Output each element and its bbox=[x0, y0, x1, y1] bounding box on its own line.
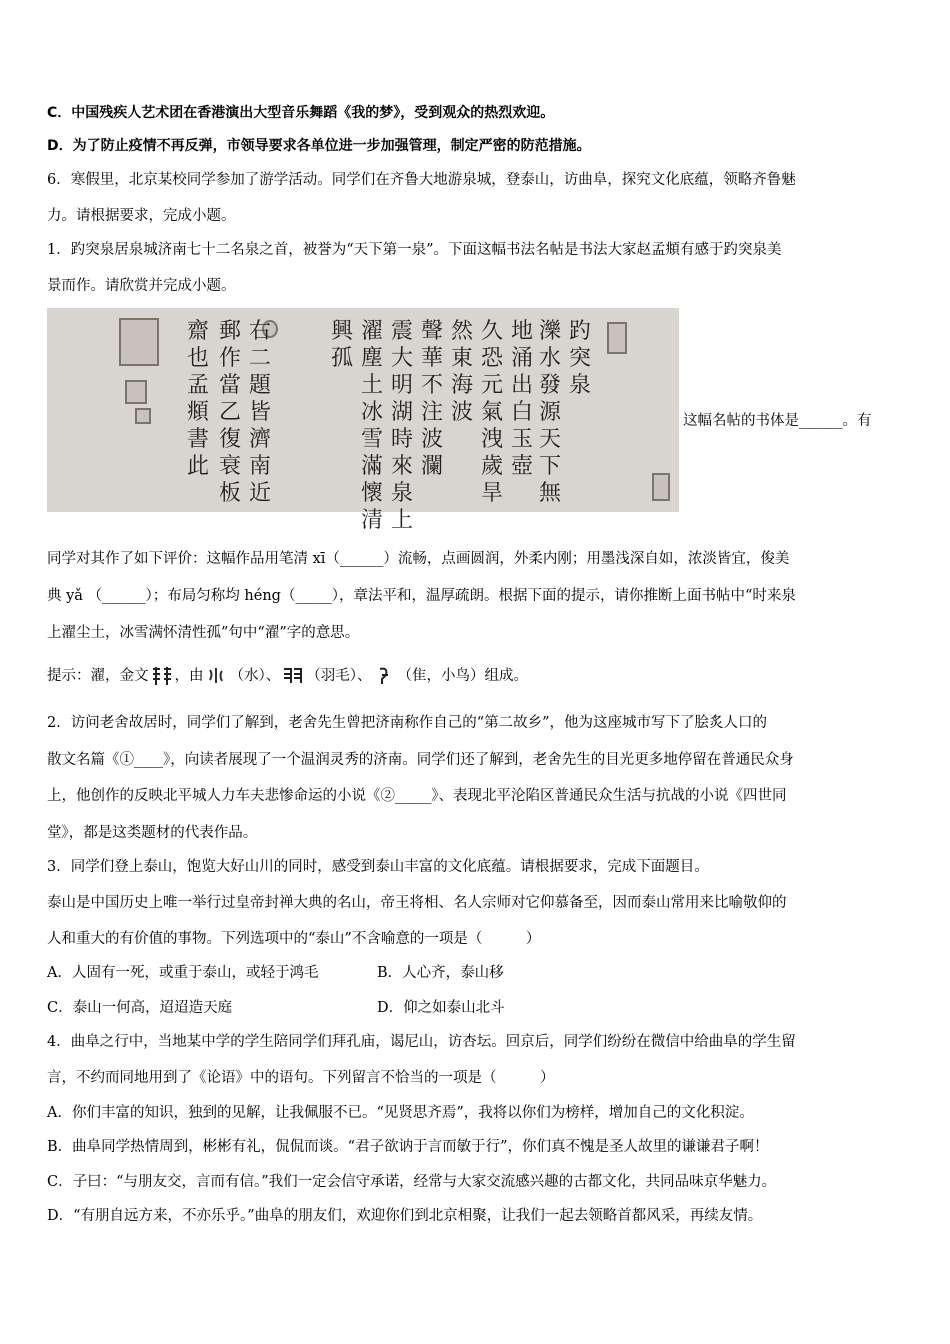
callig-column: 右二題皆濟南近 bbox=[248, 319, 271, 506]
hint-text: （隹，小鸟）组成。 bbox=[397, 668, 528, 684]
callig-column: 齋也孟頫書此 bbox=[186, 319, 209, 479]
sub3-option-b: B．人心齐，泰山移 bbox=[377, 965, 504, 981]
callig-column: 郵作當乙復衰板 bbox=[218, 319, 241, 506]
calligraphy-image bbox=[47, 308, 679, 533]
sub1-line2: 景而作。请欣赏并完成小题。 bbox=[47, 278, 236, 294]
sub3-line1: 3．同学们登上泰山，饱览大好山川的同时，感受到泰山丰富的文化底蕴。请根据要求，完成下面题目。 bbox=[47, 859, 709, 875]
seal-stamp bbox=[135, 408, 151, 424]
sub1-line1: 1．趵突泉居泉城济南七十二名泉之首，被誉为“天下第一泉”。下面这幅书法名帖是书法大家赵孟頫有感于趵突泉美 bbox=[47, 242, 782, 258]
callig-column: 地涌出白玉壺 bbox=[510, 319, 533, 479]
sub3-option-a: A．人固有一死，或重于泰山，或轻于鸿毛 bbox=[47, 965, 319, 981]
sub1-line4: 典 yǎ （______）；布局匀称均 héng（_____），章法平和，温厚疏朗。根据下面的提示，请你推断上面书帖中“时来泉 bbox=[47, 588, 796, 604]
feather-glyph bbox=[282, 666, 304, 686]
sub2-line4: 堂》，都是这类题材的代表作品。 bbox=[47, 825, 258, 841]
sub2-line3: 上，他创作的反映北平城人力车夫悲惨命运的小说《②_____》、表现北平沦陷区普通民众生活与抗战的小说《四世同 bbox=[47, 788, 787, 804]
callig-column: 然東海波 bbox=[450, 319, 473, 425]
callig-column: 震大明湖時來泉上 bbox=[390, 319, 413, 533]
bird-glyph bbox=[374, 666, 396, 686]
seal-stamp bbox=[119, 318, 159, 366]
hint-line bbox=[47, 666, 528, 686]
callig-column: 聲華不注波瀾 bbox=[420, 319, 443, 479]
sub2-line2: 散文名篇《①____》，向读者展现了一个温润灵秀的济南。同学们还了解到，老舍先生的目光更多地停留在普通民众身 bbox=[47, 752, 794, 768]
hint-text: （羽毛）、 bbox=[306, 668, 372, 684]
sub3-line3: 人和重大的有价值的事物。下列选项中的“泰山”不含喻意的一项是（ ） bbox=[47, 931, 541, 947]
sub1-side-text: 这幅名帖的书体是______。有 bbox=[683, 413, 872, 429]
sub1-line5: 上濯尘土，冰雪满怀清性孤”句中“濯”字的意思。 bbox=[47, 625, 360, 641]
sub3-option-c: C．泰山一何高，迢迢造天庭 bbox=[47, 1000, 233, 1016]
callig-column: 濼水發源天下無 bbox=[538, 319, 561, 506]
hint-text: ，由 bbox=[174, 668, 204, 684]
seal-stamp bbox=[607, 322, 627, 354]
option-c-text: C．中国残疾人艺术团在香港演出大型音乐舞蹈《我的梦》，受到观众的热烈欢迎。 bbox=[47, 105, 555, 121]
sub1-line3: 同学对其作了如下评价：这幅作品用笔清 xī（______）流畅，点画圆润，外柔内刚；用墨浅深自如，浓淡皆宜，俊美 bbox=[47, 551, 790, 567]
hint-text: （水）、 bbox=[229, 668, 281, 684]
q6-intro-line1: 6．寒假里，北京某校同学参加了游学活动。同学们在齐鲁大地游泉城，登泰山，访曲阜，探究文化底蕴，领略齐鲁魅 bbox=[47, 172, 796, 188]
sub4-option-d: D．“有朋自远方来，不亦乐乎。”曲阜的朋友们，欢迎你们到北京相聚，让我们一起去领略首都风采，再续友情。 bbox=[47, 1208, 763, 1224]
seal-stamp bbox=[125, 380, 147, 404]
sub4-option-c: C．子曰：“与朋友交，言而有信。”我们一定会信守承诺，经常与大家交流感兴趣的古都文化，共同品味京华魅力。 bbox=[47, 1174, 777, 1190]
hint-text: 提示：濯，金文 bbox=[47, 668, 149, 684]
callig-column: 興孤 bbox=[330, 319, 353, 371]
sub4-line2: 言，不约而同地用到了《论语》中的语句。下列留言不恰当的一项是（ ） bbox=[47, 1070, 555, 1086]
q6-intro-line2: 力。请根据要求，完成小题。 bbox=[47, 208, 236, 224]
callig-column: 濯塵土冰雪滿懷清 bbox=[360, 319, 383, 533]
callig-column: 趵突泉 bbox=[568, 319, 591, 398]
sub3-option-d: D．仰之如泰山北斗 bbox=[377, 1000, 505, 1016]
option-d-text: D．为了防止疫情不再反弹，市领导要求各单位进一步加强管理，制定严密的防范措施。 bbox=[47, 138, 591, 154]
seal-stamp bbox=[652, 473, 670, 501]
sub2-line1: 2．访问老舍故居时，同学们了解到，老舍先生曾把济南称作自己的“第二故乡”，他为这座城市写下了脍炙人口的 bbox=[47, 715, 768, 731]
sub4-line1: 4．曲阜之行中，当地某中学的学生陪同学们拜孔庙，谒尼山，访杏坛。回京后，同学们纷纷在微信中给曲阜的学生留 bbox=[47, 1034, 796, 1050]
jinwen-zhuo-glyph bbox=[151, 666, 173, 686]
sub3-line2: 泰山是中国历史上唯一举行过皇帝封禅大典的名山，帝王将相、名人宗师对它仰慕备至，因而泰山常用来比喻敬仰的 bbox=[47, 895, 787, 911]
callig-column: 久恐元氣洩歲旱 bbox=[480, 319, 503, 506]
sub4-option-a: A．你们丰富的知识，独到的见解，让我佩服不已。“见贤思齐焉”，我将以你们为榜样，增加自己的文化积淀。 bbox=[47, 1105, 754, 1121]
sub4-option-b: B．曲阜同学热情周到，彬彬有礼，侃侃而谈。“君子欲讷于言而敏于行”，你们真不愧是圣人故里的谦谦君子啊！ bbox=[47, 1139, 769, 1155]
water-glyph bbox=[206, 666, 228, 686]
